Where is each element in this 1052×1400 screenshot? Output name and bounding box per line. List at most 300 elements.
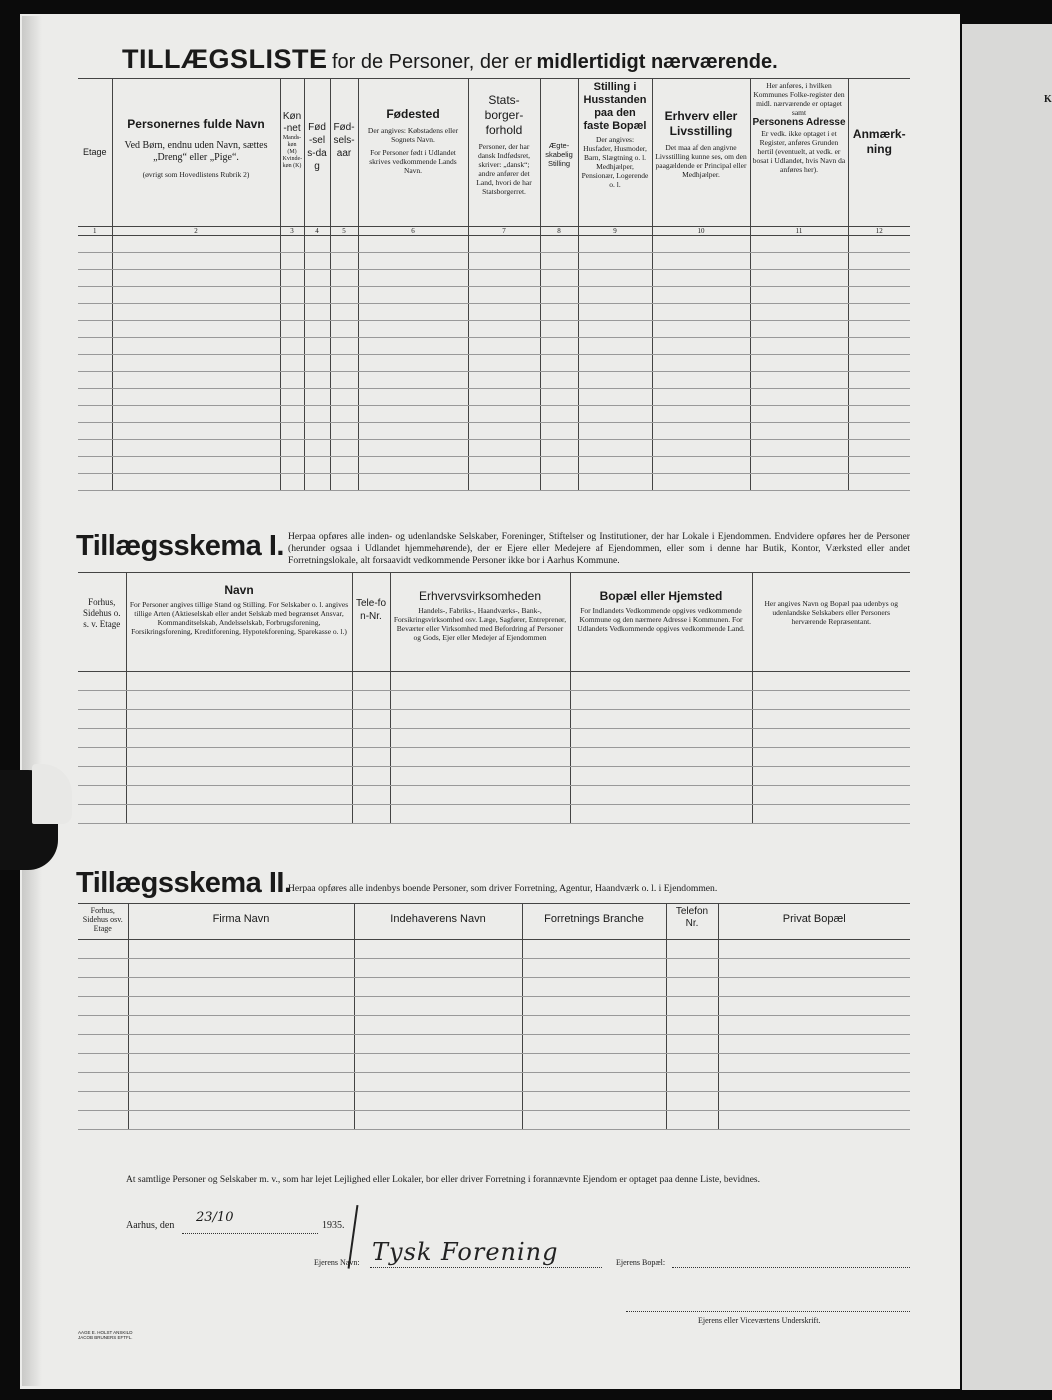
table-cell[interactable] (666, 997, 718, 1016)
table-cell[interactable] (522, 959, 666, 978)
table-cell[interactable] (570, 786, 752, 805)
table-cell[interactable] (540, 406, 578, 423)
table-cell[interactable] (718, 978, 910, 997)
table-cell[interactable] (78, 959, 128, 978)
table-cell[interactable] (78, 1054, 128, 1073)
table-cell[interactable] (304, 457, 330, 474)
table-cell[interactable] (352, 672, 390, 691)
table-cell[interactable] (848, 287, 910, 304)
table-cell[interactable] (578, 304, 652, 321)
table-cell[interactable] (570, 672, 752, 691)
table-cell[interactable] (280, 236, 304, 253)
table-cell[interactable] (358, 287, 468, 304)
table-cell[interactable] (718, 1035, 910, 1054)
table-cell[interactable] (280, 406, 304, 423)
table-row (78, 440, 910, 457)
table-cell[interactable] (304, 474, 330, 491)
table-cell[interactable] (128, 997, 354, 1016)
table-cell[interactable] (666, 1111, 718, 1130)
table-cell[interactable] (752, 729, 910, 748)
table-cell[interactable] (358, 304, 468, 321)
table-cell[interactable] (468, 321, 540, 338)
table-cell[interactable] (718, 1111, 910, 1130)
table-cell[interactable] (354, 997, 522, 1016)
table-cell[interactable] (666, 1016, 718, 1035)
table-cell[interactable] (540, 372, 578, 389)
table-cell[interactable] (540, 321, 578, 338)
table-cell[interactable] (112, 389, 280, 406)
table-cell[interactable] (468, 287, 540, 304)
table-cell[interactable] (652, 457, 750, 474)
table-cell[interactable] (280, 270, 304, 287)
table-cell[interactable] (390, 672, 570, 691)
table-cell[interactable] (578, 253, 652, 270)
table-row (78, 691, 910, 710)
table-cell[interactable] (578, 457, 652, 474)
table-cell[interactable] (848, 253, 910, 270)
table-cell[interactable] (718, 1016, 910, 1035)
table-cell[interactable] (752, 786, 910, 805)
table-cell[interactable] (652, 355, 750, 372)
table-cell[interactable] (468, 372, 540, 389)
table-cell[interactable] (78, 1016, 128, 1035)
table-cell[interactable] (468, 253, 540, 270)
table-cell[interactable] (78, 423, 112, 440)
table-cell[interactable] (330, 304, 358, 321)
table-cell[interactable] (280, 372, 304, 389)
table-cell[interactable] (330, 321, 358, 338)
table-cell[interactable] (390, 729, 570, 748)
table-cell[interactable] (666, 940, 718, 959)
table-cell[interactable] (112, 321, 280, 338)
table-cell[interactable] (750, 287, 848, 304)
table-cell[interactable] (128, 1035, 354, 1054)
table-cell[interactable] (280, 321, 304, 338)
table-cell[interactable] (652, 440, 750, 457)
table-cell[interactable] (540, 270, 578, 287)
table-cell[interactable] (304, 406, 330, 423)
table-cell[interactable] (354, 1111, 522, 1130)
table-cell[interactable] (848, 372, 910, 389)
table-cell[interactable] (280, 338, 304, 355)
table-cell[interactable] (652, 304, 750, 321)
table-cell[interactable] (358, 338, 468, 355)
table-cell[interactable] (540, 236, 578, 253)
table-cell[interactable] (358, 355, 468, 372)
table-cell[interactable] (652, 287, 750, 304)
table-cell[interactable] (78, 389, 112, 406)
table-cell[interactable] (126, 767, 352, 786)
table-cell[interactable] (468, 304, 540, 321)
table-cell[interactable] (848, 270, 910, 287)
table-cell[interactable] (578, 406, 652, 423)
table-cell[interactable] (358, 440, 468, 457)
table-cell[interactable] (718, 1092, 910, 1111)
table-cell[interactable] (578, 270, 652, 287)
table-cell[interactable] (78, 304, 112, 321)
table-cell[interactable] (540, 389, 578, 406)
table-row (78, 1092, 910, 1111)
table-cell[interactable] (354, 940, 522, 959)
table-cell[interactable] (78, 1111, 128, 1130)
table-cell[interactable] (522, 1016, 666, 1035)
table-cell[interactable] (522, 997, 666, 1016)
table-cell[interactable] (578, 355, 652, 372)
table-cell[interactable] (522, 1035, 666, 1054)
table-cell[interactable] (570, 767, 752, 786)
table-cell[interactable] (718, 1073, 910, 1092)
table-cell[interactable] (354, 1054, 522, 1073)
table-cell[interactable] (752, 672, 910, 691)
table-cell[interactable] (78, 338, 112, 355)
table-cell[interactable] (848, 355, 910, 372)
table-cell[interactable] (126, 710, 352, 729)
table-cell[interactable] (652, 372, 750, 389)
table-cell[interactable] (468, 406, 540, 423)
table-cell[interactable] (330, 372, 358, 389)
table-cell[interactable] (468, 423, 540, 440)
t1-h-fodested: Fødested (386, 107, 440, 121)
table-cell[interactable] (718, 1054, 910, 1073)
table-cell[interactable] (112, 423, 280, 440)
table-cell[interactable] (78, 474, 112, 491)
table-cell[interactable] (750, 355, 848, 372)
table-cell[interactable] (358, 270, 468, 287)
table-cell[interactable] (128, 1092, 354, 1111)
table-cell[interactable] (78, 786, 126, 805)
table-cell[interactable] (750, 372, 848, 389)
table-cell[interactable] (112, 355, 280, 372)
table-cell[interactable] (280, 253, 304, 270)
table-cell[interactable] (540, 474, 578, 491)
table-cell[interactable] (652, 389, 750, 406)
table-cell[interactable] (358, 253, 468, 270)
table-cell[interactable] (78, 1092, 128, 1111)
table-cell[interactable] (652, 253, 750, 270)
table-cell[interactable] (352, 729, 390, 748)
table-cell[interactable] (304, 372, 330, 389)
table-cell[interactable] (578, 321, 652, 338)
table-cell[interactable] (468, 270, 540, 287)
table-cell[interactable] (666, 1092, 718, 1111)
table-cell[interactable] (78, 767, 126, 786)
table-cell[interactable] (848, 457, 910, 474)
table-cell[interactable] (128, 1073, 354, 1092)
table-cell[interactable] (750, 338, 848, 355)
table-cell[interactable] (390, 786, 570, 805)
table-cell[interactable] (358, 389, 468, 406)
table-cell[interactable] (126, 786, 352, 805)
table-cell[interactable] (390, 767, 570, 786)
table-cell[interactable] (128, 1016, 354, 1035)
table-cell[interactable] (848, 406, 910, 423)
table-cell[interactable] (468, 355, 540, 372)
table-cell[interactable] (354, 1073, 522, 1092)
table-cell[interactable] (78, 236, 112, 253)
table-cell[interactable] (304, 423, 330, 440)
table-cell[interactable] (578, 474, 652, 491)
table-cell[interactable] (522, 978, 666, 997)
table-cell[interactable] (126, 805, 352, 824)
table-cell[interactable] (352, 710, 390, 729)
table-cell[interactable] (128, 940, 354, 959)
table-cell[interactable] (304, 287, 330, 304)
table-cell[interactable] (78, 270, 112, 287)
table-cell[interactable] (112, 338, 280, 355)
table-cell[interactable] (666, 959, 718, 978)
table-cell[interactable] (304, 389, 330, 406)
table-cell[interactable] (750, 440, 848, 457)
table-cell[interactable] (280, 304, 304, 321)
table-cell[interactable] (848, 236, 910, 253)
table-cell[interactable] (128, 978, 354, 997)
table-cell[interactable] (78, 355, 112, 372)
table-cell[interactable] (112, 372, 280, 389)
table-cell[interactable] (330, 253, 358, 270)
table-cell[interactable] (304, 321, 330, 338)
table-cell[interactable] (750, 389, 848, 406)
table-cell[interactable] (718, 997, 910, 1016)
table-cell[interactable] (330, 236, 358, 253)
table-cell[interactable] (522, 1054, 666, 1073)
table-cell[interactable] (352, 767, 390, 786)
table-cell[interactable] (522, 1073, 666, 1092)
table-cell[interactable] (330, 338, 358, 355)
table-cell[interactable] (750, 423, 848, 440)
table-cell[interactable] (352, 748, 390, 767)
table-cell[interactable] (78, 691, 126, 710)
table-cell[interactable] (78, 372, 112, 389)
table-cell[interactable] (750, 321, 848, 338)
table-cell[interactable] (540, 304, 578, 321)
table-cell[interactable] (358, 372, 468, 389)
table-cell[interactable] (718, 940, 910, 959)
table-cell[interactable] (280, 423, 304, 440)
table-cell[interactable] (570, 691, 752, 710)
table-cell[interactable] (468, 440, 540, 457)
table-cell[interactable] (112, 270, 280, 287)
table-cell[interactable] (750, 457, 848, 474)
table-cell[interactable] (352, 691, 390, 710)
table-cell[interactable] (112, 304, 280, 321)
table-cell[interactable] (330, 389, 358, 406)
table-cell[interactable] (280, 389, 304, 406)
table-cell[interactable] (652, 338, 750, 355)
table-cell[interactable] (78, 457, 112, 474)
table-cell[interactable] (468, 389, 540, 406)
table-cell[interactable] (78, 440, 112, 457)
table-cell[interactable] (390, 805, 570, 824)
t1-h-kon-sub: Mands-køn (M) Kvinde-køn (K) (282, 135, 303, 169)
table-cell[interactable] (848, 389, 910, 406)
table-cell[interactable] (330, 287, 358, 304)
table-cell[interactable] (280, 355, 304, 372)
table-cell[interactable] (352, 786, 390, 805)
table-cell[interactable] (652, 423, 750, 440)
table-cell[interactable] (128, 959, 354, 978)
table-cell[interactable] (666, 1035, 718, 1054)
table-cell[interactable] (848, 321, 910, 338)
table-cell[interactable] (330, 355, 358, 372)
table-cell[interactable] (540, 457, 578, 474)
table-cell[interactable] (126, 672, 352, 691)
table-cell[interactable] (652, 406, 750, 423)
table-cell[interactable] (752, 805, 910, 824)
table-cell[interactable] (126, 691, 352, 710)
table-cell[interactable] (78, 321, 112, 338)
table-cell[interactable] (112, 474, 280, 491)
t1-n2: 2 (112, 227, 280, 236)
table-cell[interactable] (578, 440, 652, 457)
table-cell[interactable] (578, 236, 652, 253)
table-cell[interactable] (848, 423, 910, 440)
table-cell[interactable] (112, 236, 280, 253)
table-cell[interactable] (78, 805, 126, 824)
table-cell[interactable] (848, 338, 910, 355)
table-cell[interactable] (848, 440, 910, 457)
table-cell[interactable] (78, 1073, 128, 1092)
table-cell[interactable] (358, 457, 468, 474)
table-cell[interactable] (330, 474, 358, 491)
table-cell[interactable] (848, 304, 910, 321)
table-cell[interactable] (358, 423, 468, 440)
table-cell[interactable] (848, 474, 910, 491)
table-cell[interactable] (468, 338, 540, 355)
table-cell[interactable] (78, 253, 112, 270)
t1-n6: 6 (358, 227, 468, 236)
table-cell[interactable] (78, 978, 128, 997)
table-cell[interactable] (358, 236, 468, 253)
table-cell[interactable] (112, 457, 280, 474)
table-cell[interactable] (390, 710, 570, 729)
table-cell[interactable] (304, 440, 330, 457)
table-cell[interactable] (358, 474, 468, 491)
table-cell[interactable] (304, 338, 330, 355)
table-cell[interactable] (750, 406, 848, 423)
table-cell[interactable] (468, 236, 540, 253)
table-cell[interactable] (112, 440, 280, 457)
table-cell[interactable] (280, 457, 304, 474)
table-cell[interactable] (468, 457, 540, 474)
table-cell[interactable] (522, 1092, 666, 1111)
table-cell[interactable] (354, 1035, 522, 1054)
table-cell[interactable] (78, 406, 112, 423)
table-cell[interactable] (330, 440, 358, 457)
table-cell[interactable] (78, 748, 126, 767)
table-cell[interactable] (280, 474, 304, 491)
table-cell[interactable] (330, 457, 358, 474)
table-cell[interactable] (570, 710, 752, 729)
table-cell[interactable] (540, 253, 578, 270)
table-cell[interactable] (78, 729, 126, 748)
table-cell[interactable] (570, 748, 752, 767)
table-cell[interactable] (750, 304, 848, 321)
table-cell[interactable] (578, 372, 652, 389)
table-cell[interactable] (752, 748, 910, 767)
table-cell[interactable] (304, 236, 330, 253)
table-cell[interactable] (652, 321, 750, 338)
table-cell[interactable] (112, 253, 280, 270)
table-cell[interactable] (126, 748, 352, 767)
page-title (122, 44, 778, 75)
table-cell[interactable] (78, 287, 112, 304)
table-cell[interactable] (354, 978, 522, 997)
table-cell[interactable] (358, 406, 468, 423)
table-cell[interactable] (750, 236, 848, 253)
table-cell[interactable] (578, 389, 652, 406)
table-cell[interactable] (666, 1054, 718, 1073)
table-cell[interactable] (750, 253, 848, 270)
table-cell[interactable] (128, 1111, 354, 1130)
table-cell[interactable] (354, 959, 522, 978)
table-cell[interactable] (540, 355, 578, 372)
table-cell[interactable] (540, 440, 578, 457)
table-cell[interactable] (578, 423, 652, 440)
table-cell[interactable] (78, 997, 128, 1016)
table-cell[interactable] (522, 1111, 666, 1130)
table-cell[interactable] (390, 691, 570, 710)
table-cell[interactable] (752, 691, 910, 710)
table-cell[interactable] (540, 287, 578, 304)
table-cell[interactable] (78, 710, 126, 729)
table-cell[interactable] (78, 672, 126, 691)
table-cell[interactable] (750, 474, 848, 491)
table-cell[interactable] (78, 1035, 128, 1054)
table-cell[interactable] (358, 321, 468, 338)
table-cell[interactable] (666, 1073, 718, 1092)
table-cell[interactable] (752, 767, 910, 786)
table-cell[interactable] (578, 338, 652, 355)
table-cell[interactable] (468, 474, 540, 491)
table-cell[interactable] (718, 959, 910, 978)
table-cell[interactable] (304, 355, 330, 372)
table-cell[interactable] (666, 978, 718, 997)
table-cell[interactable] (330, 423, 358, 440)
table-cell[interactable] (304, 270, 330, 287)
table-cell[interactable] (570, 729, 752, 748)
table-cell[interactable] (304, 253, 330, 270)
t1-n10: 10 (652, 227, 750, 236)
table-row (78, 321, 910, 338)
table-cell[interactable] (652, 236, 750, 253)
table-cell[interactable] (540, 423, 578, 440)
table-cell[interactable] (540, 338, 578, 355)
table-cell[interactable] (578, 287, 652, 304)
table-cell[interactable] (750, 270, 848, 287)
table-cell[interactable] (354, 1016, 522, 1035)
skema1-table (78, 572, 910, 824)
table-cell[interactable] (128, 1054, 354, 1073)
table-cell[interactable] (652, 474, 750, 491)
table-cell[interactable] (352, 805, 390, 824)
table-cell[interactable] (280, 287, 304, 304)
table-row (78, 457, 910, 474)
table-cell[interactable] (570, 805, 752, 824)
table-cell[interactable] (78, 940, 128, 959)
table-cell[interactable] (304, 304, 330, 321)
table-cell[interactable] (354, 1092, 522, 1111)
table-cell[interactable] (126, 729, 352, 748)
table-cell[interactable] (390, 748, 570, 767)
table-cell[interactable] (280, 440, 304, 457)
table-cell[interactable] (752, 710, 910, 729)
table-cell[interactable] (522, 940, 666, 959)
table-cell[interactable] (112, 406, 280, 423)
table-cell[interactable] (330, 406, 358, 423)
table-cell[interactable] (112, 287, 280, 304)
table-cell[interactable] (652, 270, 750, 287)
table-cell[interactable] (330, 270, 358, 287)
